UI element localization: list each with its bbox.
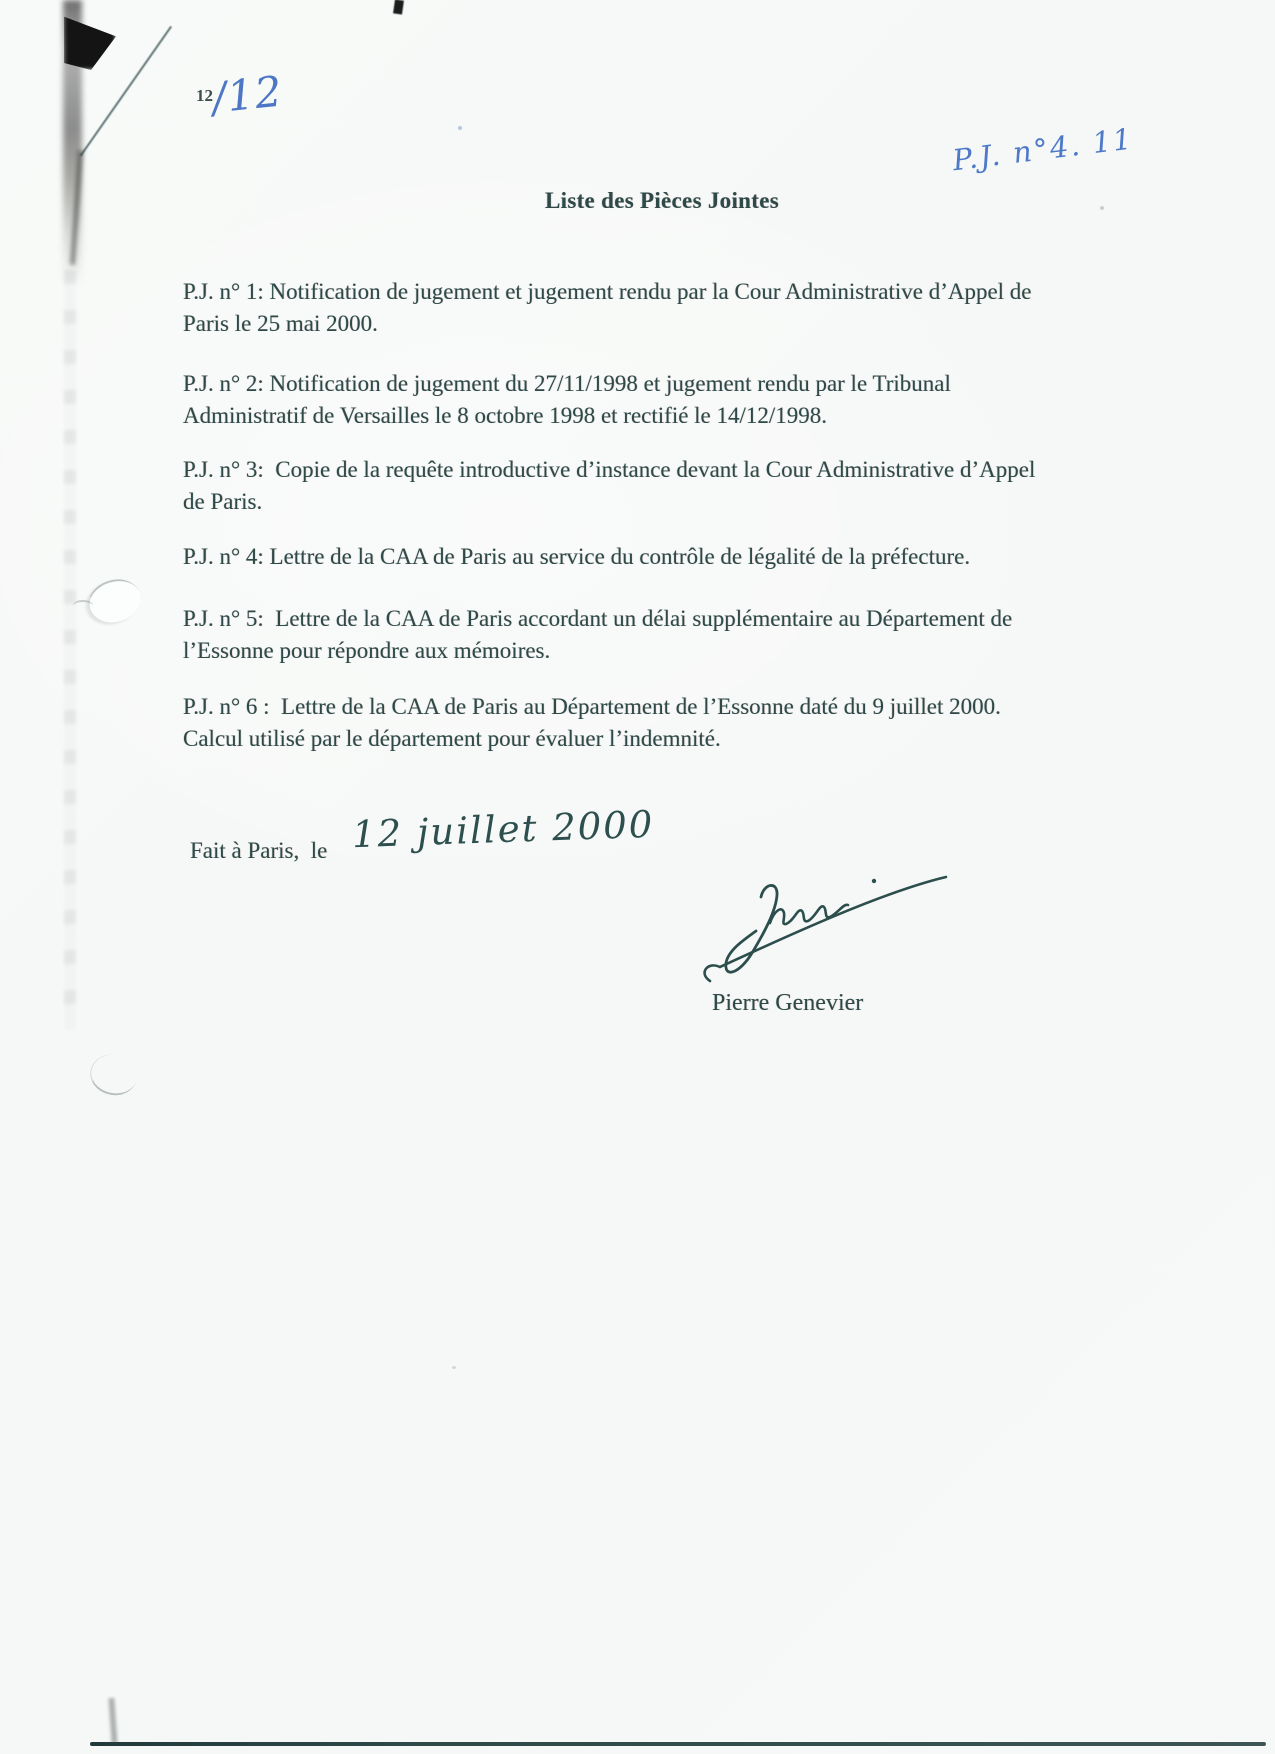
scan-speck [452, 1366, 456, 1369]
attachment-item-2-line-2: Administratif de Versailles le 8 octobre 1998 et rectifié le 14/12/1998. [183, 403, 828, 428]
attachment-item-1-line-1: P.J. n° 1: Notification de jugement et jugement rendu par la Cour Administrative d’Appel de [183, 279, 1032, 304]
page-number-handwritten: /12 [209, 66, 285, 123]
attachment-item-2 [183, 368, 1163, 432]
date-line-printed: Fait à Paris, le [190, 838, 328, 863]
date-handwritten: 12 juillet 2000 [351, 802, 656, 857]
punch-hole-mark [83, 573, 146, 629]
scan-corner-blob [64, 12, 116, 70]
attachment-item-3-line-1: P.J. n° 3: Copie de la requête introductive d’instance devant la Cour Administrative d’Appel [183, 457, 1036, 482]
attachment-item-6-line-2: Calcul utilisé par le département pour évaluer l’indemnité. [183, 726, 721, 751]
scan-bottom-edge-line [90, 1742, 1266, 1746]
scan-fold-faint [64, 270, 76, 1030]
document-title: Liste des Pièces Jointes [545, 188, 779, 213]
signature-ink [698, 866, 953, 986]
page-number-printed: 12 [196, 86, 213, 105]
scan-top-mark [393, 0, 404, 15]
attachment-item-1 [183, 276, 1163, 340]
attachment-item-4-line-1: P.J. n° 4: Lettre de la CAA de Paris au service du contrôle de légalité de la préfecture. [183, 544, 971, 569]
attachment-item-5 [183, 603, 1163, 667]
attachment-item-4 [183, 541, 1163, 573]
scan-speck [458, 126, 462, 130]
attachment-item-6 [183, 691, 1163, 755]
attachment-item-6-line-1: P.J. n° 6 : Lettre de la CAA de Paris au Département de l’Essonne daté du 9 juillet 2000. [183, 694, 1001, 719]
attachment-item-5-line-2: l’Essonne pour répondre aux mémoires. [183, 638, 551, 663]
attachment-item-3-line-2: de Paris. [183, 489, 263, 514]
attachment-item-3 [183, 454, 1163, 518]
attachment-item-1-line-2: Paris le 25 mai 2000. [183, 311, 378, 336]
attachment-item-2-line-1: P.J. n° 2: Notification de jugement du 27/11/1998 et jugement rendu par le Tribunal [183, 371, 951, 396]
signatory-name: Pierre Genevier [712, 990, 864, 1016]
punch-hole-mark [86, 1050, 141, 1100]
scan-bottom-mark [108, 1698, 117, 1744]
attachment-item-5-line-1: P.J. n° 5: Lettre de la CAA de Paris accordant un délai supplémentaire au Département de [183, 606, 1013, 631]
scan-speck [1100, 206, 1104, 210]
top-right-annotation: P.J. n°4. 11 [950, 121, 1136, 178]
